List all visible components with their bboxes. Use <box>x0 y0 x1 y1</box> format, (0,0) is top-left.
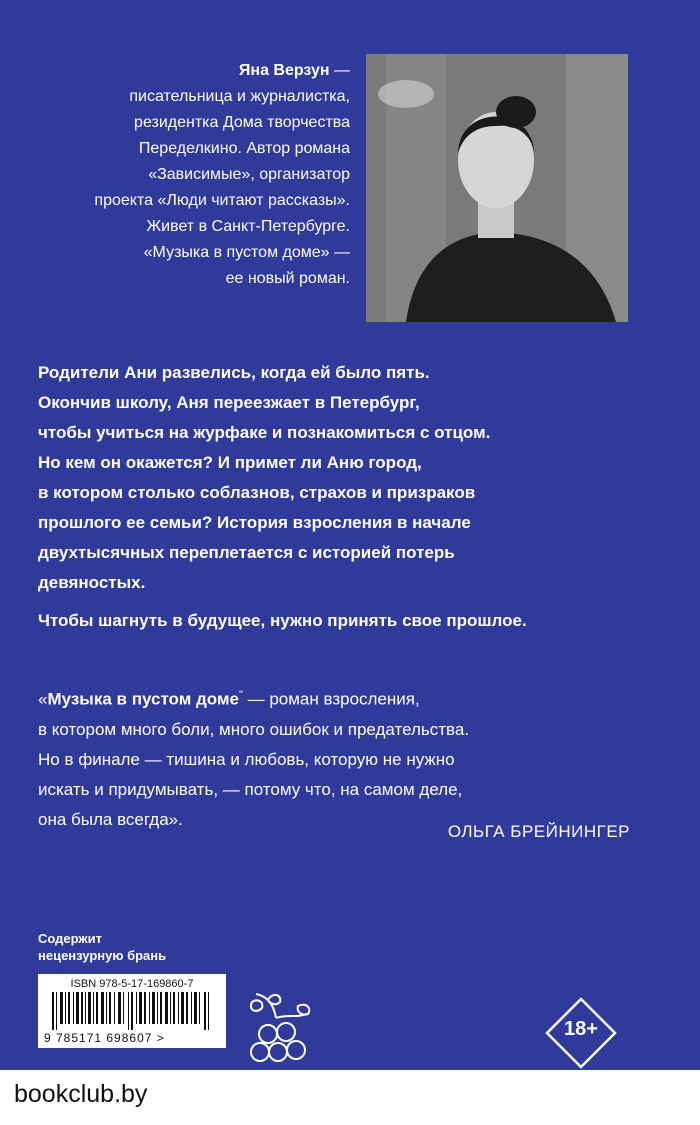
synopsis-line: прошлого ее семьи? История взросления в начале <box>38 513 471 532</box>
synopsis-line: Родители Ани развелись, когда ей было пять. <box>38 363 430 382</box>
age-rating-badge <box>544 996 618 1070</box>
quote-author: ОЛЬГА БРЕЙНИНГЕР <box>447 822 630 841</box>
author-bio-line: Живет в Санкт-Петербурге. <box>146 218 350 235</box>
quote-title-mark: " <box>238 689 243 701</box>
author-bio-line: ее новый роман. <box>225 270 350 287</box>
quote-first-line <box>38 680 658 715</box>
synopsis <box>38 358 658 598</box>
quote-book-title: Музыка в пустом доме <box>47 689 239 709</box>
synopsis-line: Окончив школу, Аня переезжает в Петербург, <box>38 393 420 412</box>
content-warning-line: нецензурную брань <box>38 948 167 963</box>
author-bio-line: писательница и журналистка, <box>129 88 350 105</box>
age-rating-label: 18+ <box>564 1018 598 1040</box>
tagline: Чтобы шагнуть в будущее, нужно принять свое прошлое. <box>38 611 527 630</box>
author-name: Яна Верзун <box>238 62 330 79</box>
author-photo <box>366 54 628 322</box>
author-bio-first-line <box>30 58 350 84</box>
footer-site-link[interactable]: bookclub.by <box>14 1080 148 1108</box>
publisher-berries-logo-icon <box>246 990 316 1068</box>
synopsis-line: чтобы учиться на журфаке и познакомиться с отцом. <box>38 423 491 442</box>
quote-first-rest: — роман взросления, <box>242 689 420 709</box>
barcode-digits: 9 785171 698607 > <box>44 1031 165 1045</box>
author-bio-line: проекта «Люди читают рассказы». <box>94 192 350 209</box>
quote-line: в котором много боли, много ошибок и предательства. <box>38 719 470 739</box>
author-portrait-illustration <box>366 54 628 322</box>
review-quote <box>38 680 658 835</box>
content-warning-line: Содержит <box>38 931 102 946</box>
synopsis-line: Но кем он окажется? И примет ли Аню город, <box>38 453 422 472</box>
author-bio-dash: — <box>329 62 350 79</box>
synopsis-line: двухтысячных переплетается с историей потерь <box>38 543 455 562</box>
author-bio-line: резидентка Дома творчества <box>134 114 350 131</box>
synopsis-line: девяностых. <box>38 573 146 592</box>
barcode-bars-icon <box>52 992 214 1030</box>
isbn-barcode <box>38 974 226 1048</box>
author-bio-line: Переделкино. Автор романа <box>138 140 350 157</box>
isbn-number: ISBN 978-5-17-169860-7 <box>70 978 194 990</box>
quote-line: она была всегда». <box>38 809 183 829</box>
author-bio-line: «Музыка в пустом доме» — <box>143 244 350 261</box>
quote-line: Но в финале — тишина и любовь, которую не нужно <box>38 749 455 769</box>
author-bio-line: «Зависимые», организатор <box>148 166 350 183</box>
quote-line: искать и придумывать, — потому что, на самом деле, <box>38 779 463 799</box>
content-warning <box>38 930 258 964</box>
quote-open-mark: « <box>38 689 48 709</box>
synopsis-line: в котором столько соблазнов, страхов и призраков <box>38 483 476 502</box>
author-bio <box>30 58 350 292</box>
